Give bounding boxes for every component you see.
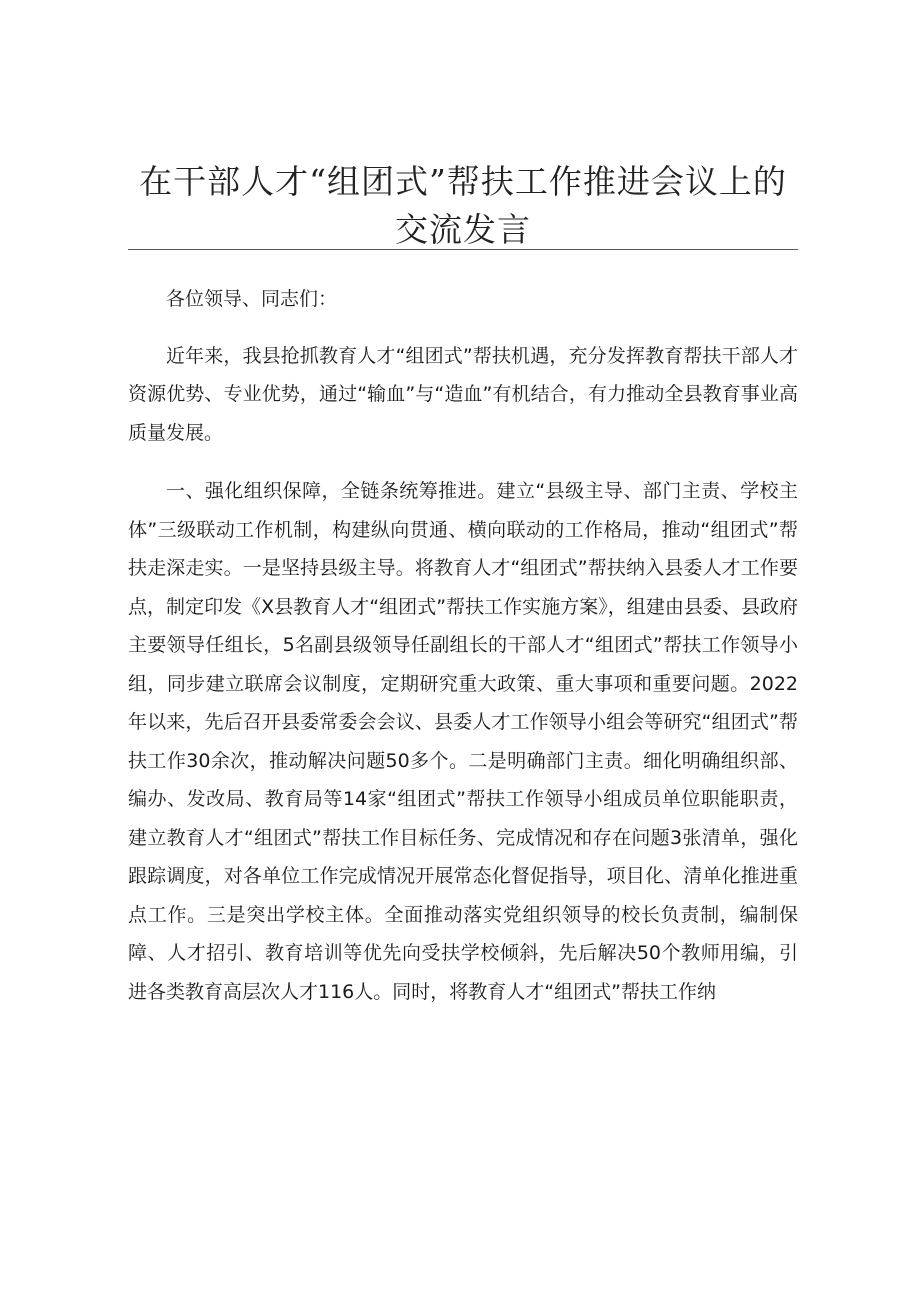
title-line-2: 交流发言 [395, 210, 531, 249]
paragraph-intro: 近年来，我县抢抓教育人才“组团式”帮扶机遇，充分发挥教育帮扶干部人才资源优势、专业优势，通过“输血”与“造血”有机结合，有力推动全县教育事业高质量发展。 [128, 344, 798, 444]
title-divider [128, 249, 798, 250]
greeting: 各位领导、同志们： [166, 288, 338, 310]
document-title [128, 158, 798, 254]
document-body [128, 280, 798, 1031]
title-line-1: 在干部人才“组团式”帮扶工作推进会议上的 [139, 162, 787, 201]
paragraph-section-1: 一、强化组织保障，全链条统筹推进。建立“县级主导、部门主责、学校主体”三级联动工作机制，构建纵向贯通、横向联动的工作格局，推动“组团式”帮扶走深走实。一是坚持县级主导。将教育人才“组团式”帮扶纳入县委人才工作要点，制定印发《X县教育人才“组团式”帮扶工作实施方案》，组建由县委、县政府主要领导任组长，5名副县级领导任副组长的干部人才“组团式”帮扶工作领导小组，同步建立联席会议制度，定期研究重大政策、重大事项和重要问题。2022年以来，先后召开县委常委会会议、县委人才工作领导小组会等研究“组团式”帮扶工作30余次，推动解决问题50多个。二是明确部门主责。细化明确组织部、编办、发改局、教育局等14家“组团式”帮扶工作领导小组成员单位职能职责，建立教育人才“组团式”帮扶工作目标任务、完成情况和存在问题3张清单，强化跟踪调度，对各单位工作完成情况开展常态化督促指导，项目化、清单化推进重点工作。三是突出学校主体。全面推动落实党组织领导的校长负责制，编制保障、人才招引、教育培训等优先向受扶学校倾斜，先后解决50个教师用编，引进各类教育高层次人才116人。同时，将教育人才“组团式”帮扶工作纳 [128, 480, 798, 1003]
